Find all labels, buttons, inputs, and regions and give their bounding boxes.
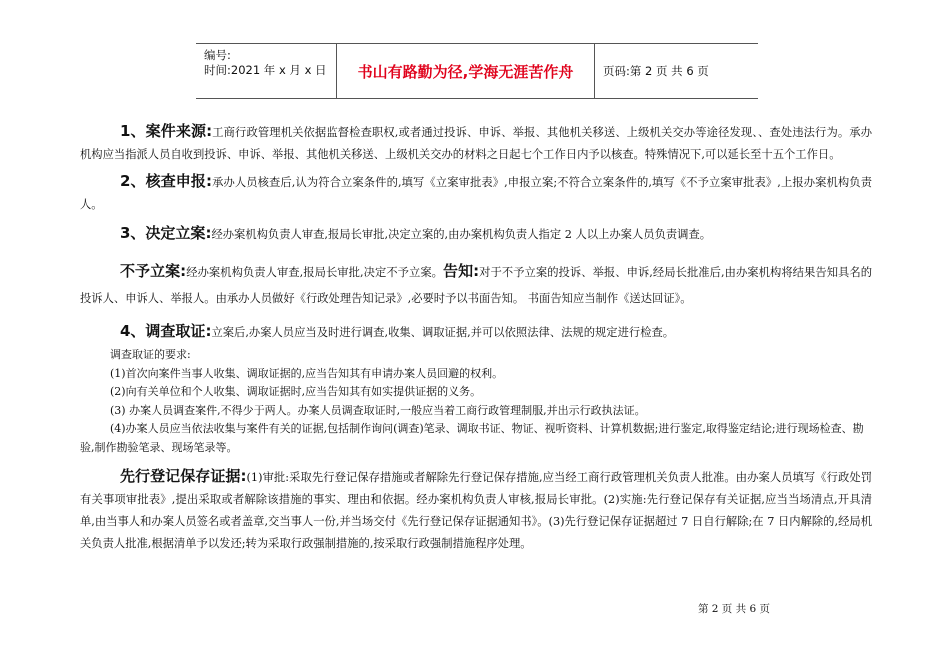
number-label: 编号: bbox=[204, 48, 231, 62]
requirements-title: 调查取证的要求: bbox=[110, 348, 191, 361]
section-decide-filing bbox=[80, 222, 872, 246]
time-label: 时间:2021 年 x 月 x 日 bbox=[204, 63, 327, 77]
section-text: 经办案机构负责人审查,报局长审批,决定不予立案。 bbox=[186, 266, 444, 279]
section-text: 立案后,办案人员应当及时进行调查,收集、调取证据,并可以依照法律、法规的规定进行检查。 bbox=[211, 326, 675, 339]
section-heading: 先行登记保存证据: bbox=[120, 467, 247, 485]
header-meta bbox=[196, 44, 336, 98]
section-text-notify: 对于不予立案的投诉、举报、申诉,经局长批准后,由办案机构将结果告知具名的投诉人、申诉人、举报人。由承办人员做好《行政处理告知记录》,必要时予以书面告知。 书面告知应当制作《送达回证》。 bbox=[80, 266, 873, 305]
section-text: 承办人员核查后,认为符合立案条件的,填写《立案审批表》,申报立案;不符合立案条件的,填写《不予立案审批表》,上报办案机构负责人。 bbox=[80, 176, 872, 211]
section-heading-notify: 告知: bbox=[443, 262, 480, 280]
header-table bbox=[196, 43, 758, 99]
section-text: 工商行政管理机关依据监督检查职权,或者通过投诉、申诉、举报、其他机关移送、上级机关交办等途径发现、、查处违法行为。承办机构应当指派人员自收到投诉、申诉、举报、其他机关移送、上级机关交办的材料之日起七个工作日内予以核查。特殊情况下,可以延长至十五个工作日。 bbox=[80, 126, 872, 161]
section-heading: 2、核查申报: bbox=[120, 172, 212, 190]
investigation-requirements bbox=[80, 346, 872, 457]
document-body bbox=[80, 120, 872, 555]
list-item: (1)首次向案件当事人收集、调取证据的,应当告知其有申请办案人员回避的权利。 bbox=[110, 366, 504, 380]
page-label: 页码:第 2 页 共 6 页 bbox=[603, 64, 709, 78]
section-case-source bbox=[80, 120, 872, 166]
section-heading: 4、调查取证: bbox=[120, 322, 212, 340]
section-investigation bbox=[80, 320, 872, 344]
section-preservation bbox=[80, 465, 872, 555]
motto: 书山有路勤为径,学海无涯苦作舟 bbox=[336, 44, 595, 98]
section-not-filing bbox=[80, 258, 872, 312]
list-item: (2)向有关单位和个人收集、调取证据时,应当告知其有如实提供证据的义务。 bbox=[110, 385, 482, 398]
list-item: (3) 办案人员调查案件,不得少于两人。办案人员调查取证时,一般应当着工商行政管理制服,并出示行政执法证。 bbox=[110, 403, 646, 417]
section-verify-report bbox=[80, 170, 872, 216]
section-text: 经办案机构负责人审查,报局长审批,决定立案的,由办案机构负责人指定 2 人以上办案人员负责调查。 bbox=[211, 228, 712, 241]
section-heading: 1、案件来源: bbox=[120, 122, 213, 140]
section-text: (1)审批:采取先行登记保存措施或者解除先行登记保存措施,应当经工商行政管理机关负责人批准。由办案人员填写《行政处罚有关事项审批表》,提出采取或者解除该措施的事实、理由和依据。经办案机构负责人审核,报局长审批。(2)实施:先行登记保存有关证据,应当当场清点,开具清单,由当事人和办案人员签名或者盖章,交当事人一份,并当场交付《先行登记保存证据通知书》。(3)先行登记保存证据超过 7 日自行解除;在 7 日内解除的,经局机关负责人批准,根据清单予以发还;转为采取行政强制措施的,按采取行政强制措施程序处理。 bbox=[80, 471, 873, 550]
page-footer: 第 2 页 共 6 页 bbox=[697, 603, 770, 615]
section-heading: 3、决定立案: bbox=[120, 224, 212, 242]
list-item: (4)办案人员应当依法收集与案件有关的证据,包括制作询问(调查)笔录、调取书证、物证、视听资料、计算机数据;进行鉴定,取得鉴定结论;进行现场检查、勘验,制作勘验笔录、现场笔录等。 bbox=[80, 422, 864, 454]
section-heading: 不予立案: bbox=[120, 262, 187, 280]
